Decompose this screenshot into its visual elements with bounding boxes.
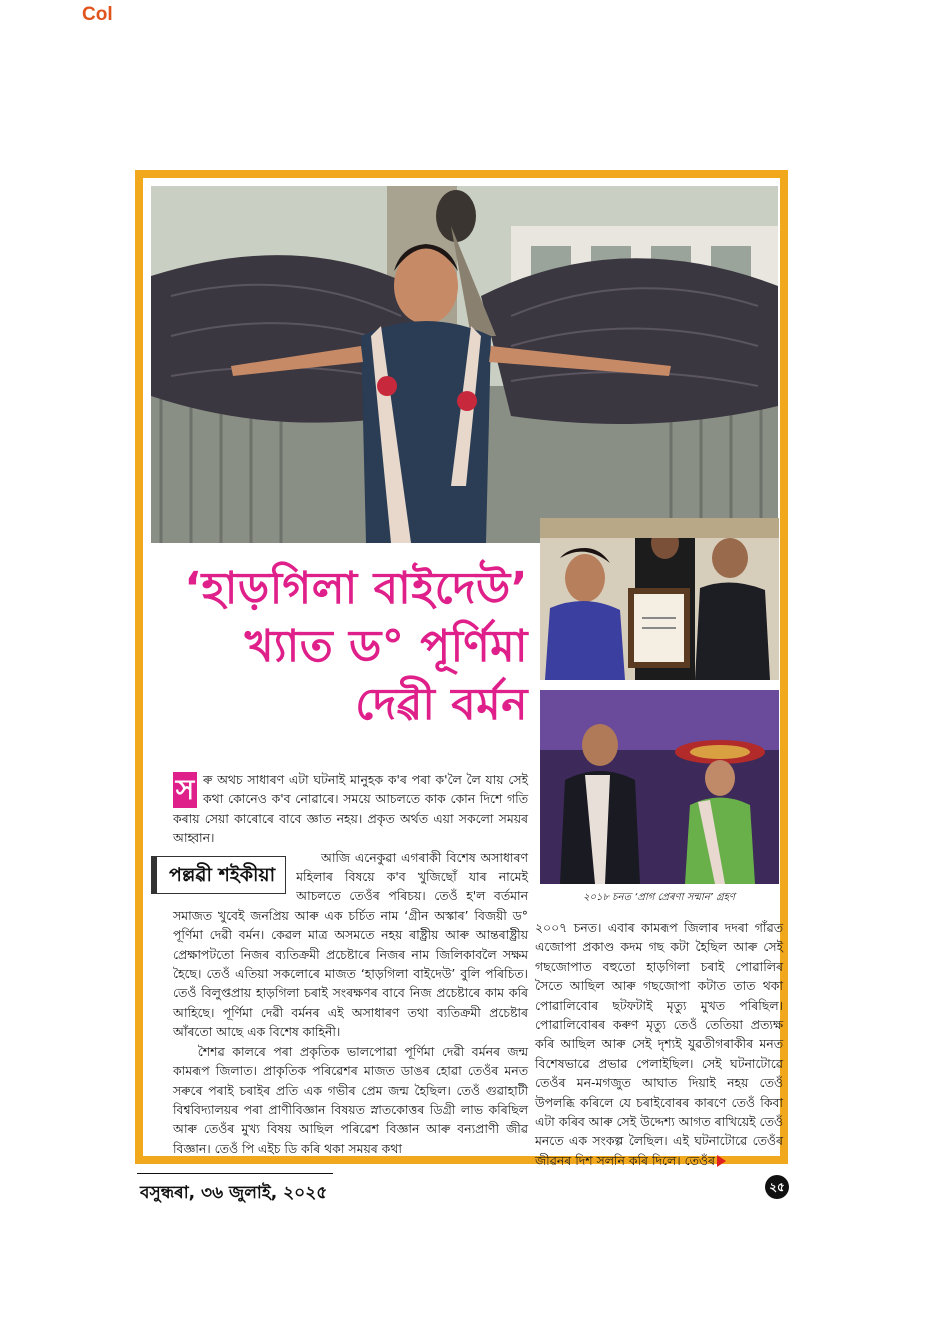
article-column-left [169,770,528,1158]
footer-masthead: বসুন্ধৰা, ৩৬ জুলাই, ২০২৫ [140,1183,328,1203]
photo-caption: ২০১৮ চনত ‘প্ৰাগ প্ৰেৰণা সন্মান’ গ্ৰহণ [583,892,735,903]
title-line-1: ‘হাড়গিলা বাইদেউ’ [184,563,528,614]
page-number: ২৫ [765,1175,789,1199]
paragraph-2: আজি এনেকুৱা এগৰাকী বিশেষ অসাধাৰণ মহিলাৰ বিষয়ে ক'ব খুজিছোঁ যাৰ নামেই আচলতে তেওঁৰ পৰিচয়। তেওঁ হ'ল বৰ্তমান সমাজত খুবেই জনপ্ৰিয় আৰু এক চৰ্চিত নাম ‘গ্ৰীন অস্কাৰ’ বিজয়ী ড° পূৰ্ণিমা দেৱী বৰ্মন। কেৱল মাত্ৰ অসমতে নহয় ৰাষ্ট্ৰীয় আৰু আন্তৰাষ্ট্ৰীয় প্ৰেক্ষাপটতো নিজৰ ব্যতিক্ৰমী প্ৰচেষ্টাৰে নিজৰ নাম জিলিকাবলৈ সক্ষম হৈছে। তেওঁ এতিয়া সকলোৰে মাজত ‘হাড়গিলা বাইদেউ’ বুলি পৰিচিত। তেওঁ বিলুপ্তপ্ৰায় হাড়গিলা চৰাই সংৰক্ষণৰ বাবে নিজ প্ৰচেষ্টাৰে কাম কৰি আহিছে। পূৰ্ণিমা দেৱী বৰ্মনৰ এই অসাধাৰণ তথা ব্যতিক্ৰমী প্ৰচেষ্টাৰ আঁৰতো আছে এক বিশেষ কাহিনী। [173,849,528,1040]
continue-arrow-icon [717,1155,726,1167]
paragraph-4 [535,918,783,1170]
paragraph-1: ৰু অথচ সাধাৰণ এটা ঘটনাই মানুহক ক'ৰ পৰা ক'লৈ লৈ যায় সেই কথা কোনেও ক'ব নোৱাৰে। সময়ে আচলতে কাক কোন দিশে গতি কৰায় সেয়া কাৰোৰে বাবে জ্ঞাত নহয়। প্ৰকৃত অৰ্থত এয়া সকলো সময়ৰ আহ্বান। [173,772,528,846]
paragraph-3: শৈশৱ কালৰে পৰা প্ৰকৃতিক ভালপোৱা পূৰ্ণিমা দেৱী বৰ্মনৰ জন্ম কামৰূপ জিলাত। প্ৰাকৃতিক পৰিৱেশৰ মাজত ডাঙৰ হোৱা তেওঁৰ মনত সৰুৰে পৰাই চৰাইৰ প্ৰতি এক গভীৰ প্ৰেম জন্ম হৈছিল। তেওঁ গুৱাহাটী বিশ্ববিদ্যালয়ৰ পৰা প্ৰাণীবিজ্ঞান বিষয়ত স্নাতকোত্তৰ ডিগ্ৰী লাভ কৰিছিল আৰু তেওঁৰ মুখ্য বিষয় আছিল পৰিৱেশ বিজ্ঞান আৰু বন্যপ্ৰাণী জীৱ বিজ্ঞান। তেওঁ পি এইচ ডি কৰি থকা সময়ৰ কথা [173,1043,528,1156]
hero-photo [151,186,778,543]
award-photo [540,518,779,680]
title-line-2: খ্যাত ড° পূৰ্ণিমা [244,621,528,672]
article-frame [135,170,788,1168]
award-illustration [540,518,779,680]
hero-illustration [151,186,778,543]
article-title [173,560,528,734]
corner-tag: Col [82,4,113,25]
paragraph-4-text: ২০০৭ চনত। এবাৰ কামৰূপ জিলাৰ দদৰা গাঁৱত এজোপা প্ৰকাণ্ড কদম গছ কটা হৈছিল আৰু সেই গছজোপাত বহুতো হাড়গিলা চৰাই পোৱালিৰ সৈতে আছিল আৰু গছজোপা কটাত তাত থকা পোৱালিবোৰ ছটফটাই মৃত্যু মুখত পৰিছিল। পোৱালিবোৰৰ কৰুণ মৃত্যু তেওঁ তেতিয়া প্ৰত্যক্ষ কৰি আছিল আৰু সেই দৃশ্যই যুৱতীগৰাকীৰ মনত বিশেষভাৱে প্ৰভাৱ পেলাইছিল। সেই ঘটনাটোৱে তেওঁৰ মন-মগজুত আঘাত দিয়াই নহয় তেওঁ উপলব্ধি কৰিলে যে চৰাইবোৰৰ কাৰণে তেওঁ কিবা এটা কৰিব আৰু সেই উদ্দেশ্য আগত ৰাখিয়েই তেওঁ মনতে এক সংকল্প লৈছিল। এই ঘটনাটোৱে তেওঁৰ জীৱনৰ দিশ সলনি কৰি দিলে। তেওঁৰ [535,920,783,1168]
footer-rule [137,1173,333,1174]
drop-cap: স [173,772,197,808]
title-line-3: দেৱী বৰ্মন [355,679,528,730]
felicitation-illustration [540,690,779,884]
article-column-right [535,918,783,1170]
felicitation-photo [540,690,779,884]
author-byline: পল্লৱী শইকীয়া [151,856,286,894]
